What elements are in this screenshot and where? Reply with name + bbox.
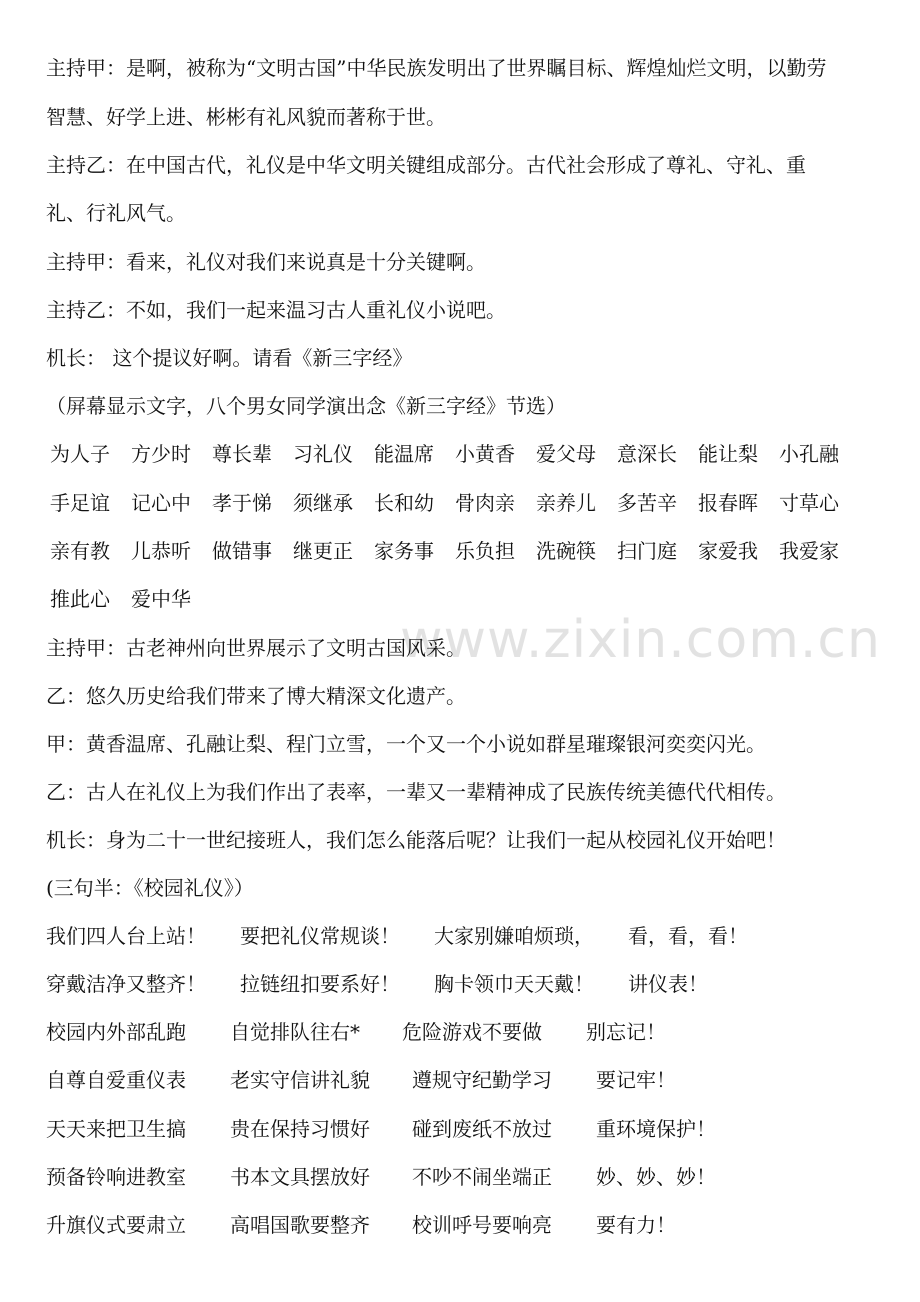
verse-cell: 方少时 [131, 442, 191, 466]
verse-cell: 儿恭听 [131, 539, 191, 563]
verse-cell: 做错事 [212, 539, 272, 563]
chant-phrase: 要记牢！ [596, 1068, 676, 1092]
verse-cell: 能温席 [374, 442, 434, 466]
verse-cell: 能让梨 [698, 442, 758, 466]
chant-phrase: 老实守信讲礼貌 [230, 1068, 370, 1092]
verse-cell: 骨肉亲 [455, 491, 515, 515]
chant-phrase: 妙、妙、妙！ [596, 1165, 716, 1189]
verse-cell: 意深长 [617, 442, 677, 466]
chant-phrase: 我们四人台上站！ [46, 924, 206, 948]
verse-cell: 亲养儿 [536, 491, 596, 515]
verse-cell: 小孔融 [779, 442, 839, 466]
verse-cell: 报春晖 [698, 491, 758, 515]
verse-cell: 寸草心 [779, 491, 839, 515]
chant-phrase: 自尊自爱重仪表 [46, 1068, 186, 1092]
verse-cell: 须继承 [293, 491, 353, 515]
verse-cell: 亲有教 [50, 539, 110, 563]
chant-phrase: 穿戴洁净又整齐！ [46, 972, 206, 996]
chant-phrase: 高唱国歌要整齐 [230, 1213, 370, 1237]
paragraph-line: 智慧、好学上进、彬彬有礼风貌而著称于世。 [46, 105, 446, 129]
dialogue-line: 甲：黄香温席、孔融让梨、程门立雪，一个又一个小说如群星璀璨银河奕奕闪光。 [46, 732, 766, 756]
watermark: www.zixin.com.cn [400, 610, 881, 670]
chant-phrase: 大家别嫌咱烦琐， [434, 924, 594, 948]
chant-phrase: 天天来把卫生搞 [46, 1117, 186, 1141]
verse-cell: 推此心 [50, 587, 110, 611]
verse-cell: 家爱我 [698, 539, 758, 563]
dialogue-line: 机长：身为二十一世纪接班人，我们怎么能落后呢？让我们一起从校园礼仪开始吧！ [46, 828, 786, 852]
verse-cell: 手足谊 [50, 491, 110, 515]
paragraph-line: 礼、行礼风气。 [46, 201, 186, 225]
chant-phrase: 贵在保持习惯好 [230, 1117, 370, 1141]
verse-cell: 乐负担 [455, 539, 515, 563]
chant-phrase: 遵规守纪勤学习 [412, 1068, 552, 1092]
verse-cell: 习礼仪 [293, 442, 353, 466]
chant-phrase: 讲仪表！ [628, 972, 708, 996]
verse-cell: 我爱家 [779, 539, 839, 563]
chant-phrase: 要有力！ [596, 1213, 676, 1237]
chant-phrase: 校园内外部乱跑 [46, 1020, 186, 1044]
chant-phrase: 升旗仪式要肃立 [46, 1213, 186, 1237]
chant-phrase: 自觉排队往右* [230, 1020, 360, 1044]
verse-cell: 洗碗筷 [536, 539, 596, 563]
verse-cell: 家务事 [374, 539, 434, 563]
dialogue-line: 主持甲：古老神州向世界展示了文明古国风采。 [46, 636, 466, 660]
paragraph-line: 主持甲：看来，礼仪对我们来说真是十分关键啊。 [46, 250, 486, 274]
verse-cell: 小黄香 [455, 442, 515, 466]
chant-phrase: 重环境保护！ [596, 1117, 716, 1141]
verse-cell: 继更正 [293, 539, 353, 563]
chant-phrase: 碰到废纸不放过 [412, 1117, 552, 1141]
verse-cell: 扫门庭 [617, 539, 677, 563]
chant-phrase: 危险游戏不要做 [402, 1020, 542, 1044]
verse-cell: 为人子 [50, 442, 110, 466]
chant-phrase: 看，看，看！ [628, 924, 748, 948]
chant-phrase: 预备铃响进教室 [46, 1165, 186, 1189]
paragraph-line: 主持乙：在中国古代，礼仪是中华文明关键组成部分。古代社会形成了尊礼、守礼、重 [46, 153, 806, 177]
chant-phrase: 书本文具摆放好 [230, 1165, 370, 1189]
paragraph-line: 主持甲：是啊，被称为“文明古国”中华民族发明出了世界瞩目标、辉煌灿烂文明，以勤劳 [46, 56, 827, 80]
verse-cell: 爱中华 [131, 587, 191, 611]
verse-cell: 多苦辛 [617, 491, 677, 515]
verse-cell: 孝于悌 [212, 491, 272, 515]
chant-phrase: 要把礼仪常规谈！ [240, 924, 400, 948]
chant-phrase: 不吵不闹坐端正 [412, 1165, 552, 1189]
paragraph-line: 机长： 这个提议好啊。请看《新三字经》 [46, 346, 413, 370]
dialogue-line: 乙：古人在礼仪上为我们作出了表率，一辈又一辈精神成了民族传统美德代代相传。 [46, 780, 786, 804]
chant-phrase: 拉链纽扣要系好！ [240, 972, 400, 996]
verse-cell: 记心中 [131, 491, 191, 515]
chant-phrase: 别忘记！ [586, 1020, 666, 1044]
paragraph-line: 主持乙：不如，我们一起来温习古人重礼仪小说吧。 [46, 298, 506, 322]
paragraph-line: （屏幕显示文字，八个男女同学演出念《新三字经》节选） [46, 394, 566, 418]
chant-phrase: 校训呼号要响亮 [412, 1213, 552, 1237]
verse-cell: 长和幼 [374, 491, 434, 515]
verse-cell: 尊长辈 [212, 442, 272, 466]
verse-cell: 爱父母 [536, 442, 596, 466]
section-heading: (三句半：《校园礼仪》） [46, 876, 254, 900]
chant-phrase: 胸卡领巾天天戴！ [434, 972, 594, 996]
dialogue-line: 乙：悠久历史给我们带来了博大精深文化遗产。 [46, 684, 466, 708]
